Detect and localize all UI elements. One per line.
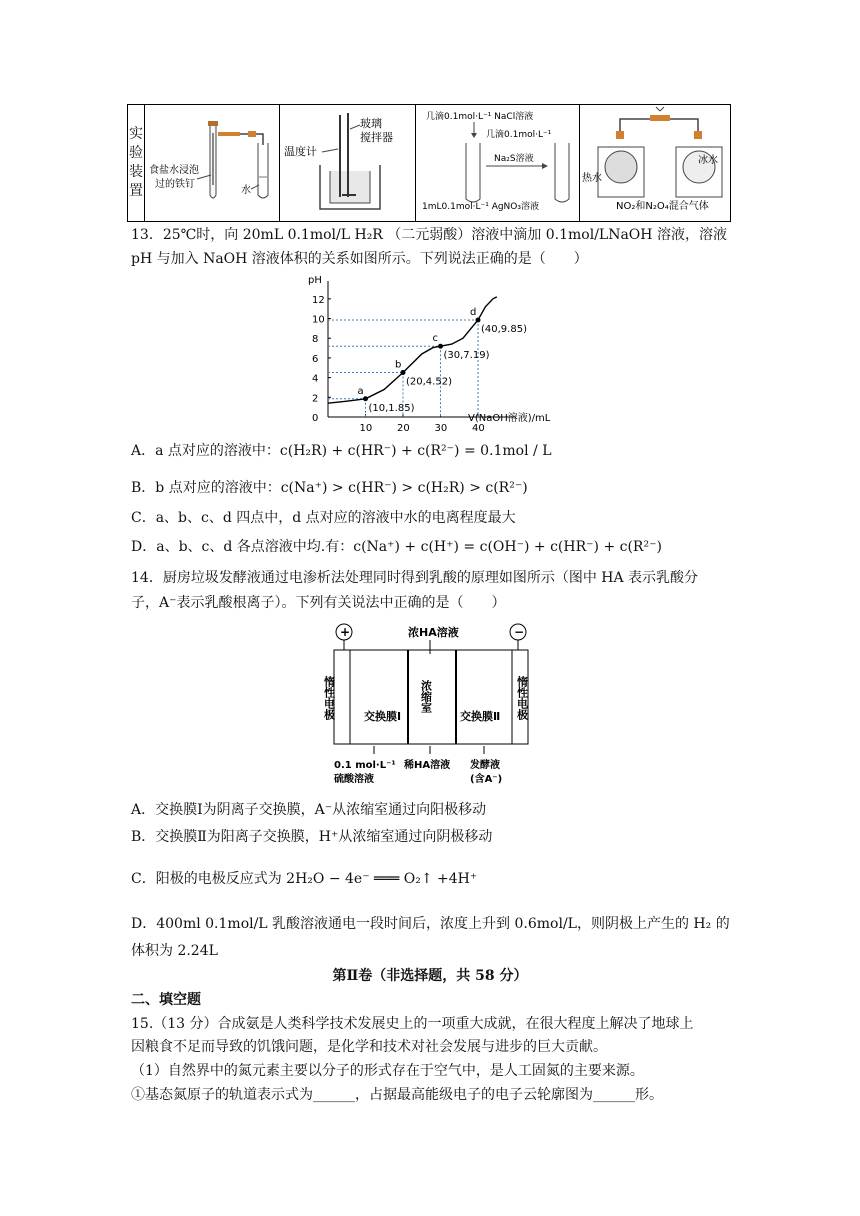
y-tick-label: 8 bbox=[312, 334, 319, 346]
iron-corrosion-figure bbox=[145, 105, 279, 217]
label-nacl: 几滴0.1mol·L⁻¹ NaCl溶液 bbox=[426, 112, 534, 122]
no2-equilibrium-figure bbox=[580, 105, 730, 217]
point-name-c: c bbox=[432, 333, 438, 345]
apparatus-iron-corrosion bbox=[145, 105, 280, 222]
q13-option-b: B．b 点对应的溶液中：c(Na⁺) > c(HR⁻) > c(H₂R) > c(R²⁻) bbox=[131, 480, 528, 496]
label-hot-water: 热水 bbox=[582, 173, 602, 184]
x-tick-label: 20 bbox=[397, 423, 410, 434]
y-tick-label: 0 bbox=[312, 413, 319, 424]
bottom-ferment-2: (含A⁻) bbox=[470, 774, 503, 785]
x-tick-label: 40 bbox=[472, 423, 485, 434]
label-na2s-2: Na₂S溶液 bbox=[494, 154, 534, 164]
q14-stem-line1: 14．厨房垃圾发酵液通过电渗析法处理同时得到乳酸的原理如图所示（图中 HA 表示乳酸分 bbox=[131, 570, 699, 586]
row-label-char: 实 bbox=[129, 126, 143, 142]
precipitation-figure bbox=[416, 105, 579, 217]
label-agno3: 1mL0.1mol·L⁻¹ AgNO₃溶液 bbox=[422, 202, 539, 212]
apparatus-calorimeter bbox=[280, 105, 416, 222]
row-label-char: 置 bbox=[129, 183, 143, 199]
point-label-a: (10,1.85) bbox=[368, 402, 415, 414]
point-name-b: b bbox=[395, 359, 402, 371]
label-glass-2: 搅拌器 bbox=[360, 131, 393, 144]
row-label-char: 验 bbox=[129, 145, 143, 161]
q15-sub1: （1）自然界中的氮元素主要以分子的形式存在于空气中，是人工固氮的主要来源。 bbox=[131, 1063, 644, 1079]
section-heading: 二、填空题 bbox=[131, 992, 201, 1008]
membrane-2-label: 交换膜Ⅱ bbox=[460, 710, 501, 723]
label-iron-2: 过的铁钉 bbox=[155, 179, 195, 190]
point-c bbox=[438, 344, 443, 349]
bottom-ferment-1: 发酵液 bbox=[470, 760, 500, 771]
q13-stem-line1: 13．25℃时，向 20mL 0.1mol/L H₂R （二元弱酸）溶液中滴加 0.1mol/LNaOH 溶液，溶液 bbox=[131, 227, 727, 243]
label-na2s-1: 几滴0.1mol·L⁻¹ bbox=[486, 130, 552, 140]
q14-option-d-line2: 体积为 2.24L bbox=[131, 943, 218, 959]
apparatus-table bbox=[127, 104, 731, 222]
label-iron-1: 食盐水浸泡 bbox=[149, 165, 199, 176]
point-label-c: (30,7.19) bbox=[443, 350, 490, 362]
label-glass-1: 玻璃 bbox=[360, 117, 382, 130]
ph-titration-chart bbox=[282, 275, 551, 434]
label-thermometer: 温度计 bbox=[284, 145, 317, 158]
q15-line1: 15.（13 分）合成氨是人类科学技术发展史上的一项重大成就，在很大程度上解决了地球上 bbox=[131, 1016, 694, 1032]
q14-option-c: C．阳极的电极反应式为 2H₂O − 4e⁻ ═══ O₂↑ +4H⁺ bbox=[131, 871, 478, 887]
y-tick-label: 10 bbox=[312, 314, 325, 326]
apparatus-precipitation bbox=[416, 105, 580, 222]
concentration-chamber-label: 浓缩室 bbox=[419, 680, 433, 713]
q14-option-d-line1: D．400ml 0.1mol/L 乳酸溶液通电一段时间后，浓度上升到 0.6mol/L，则阴极上产生的 H₂ 的 bbox=[131, 916, 730, 932]
q15-line2: 因粮食不足而导致的饥饿问题，是化学和技术对社会发展与进步的巨大贡献。 bbox=[131, 1039, 607, 1055]
point-name-d: d bbox=[470, 307, 477, 319]
y-axis-label: pH bbox=[308, 275, 322, 286]
y-tick-label: 4 bbox=[312, 373, 319, 385]
top-concentrated-ha: 浓HA溶液 bbox=[408, 626, 459, 639]
left-electrode-label: 惰性电极 bbox=[322, 676, 336, 720]
row-label-cell bbox=[128, 105, 145, 222]
q14-stem-line2: 子，A⁻表示乳酸根离子）。下列有关说法中正确的是（ ） bbox=[131, 595, 506, 611]
q14-option-b: B．交换膜Ⅱ为阳离子交换膜，H⁺从浓缩室通过向阴极移动 bbox=[131, 829, 493, 845]
row-label-char: 装 bbox=[129, 164, 143, 180]
anode-plus-sign: + bbox=[340, 625, 351, 639]
point-d bbox=[476, 318, 481, 323]
x-axis-label: V(NaOH溶液)/mL bbox=[468, 413, 551, 424]
point-name-a: a bbox=[357, 385, 364, 397]
x-tick-label: 30 bbox=[434, 423, 448, 434]
label-gas-mixture: NO₂和N₂O₄混合气体 bbox=[616, 201, 709, 212]
label-ice-water: 冰水 bbox=[698, 155, 718, 166]
y-tick-label: 12 bbox=[312, 294, 325, 306]
q13-option-c: C．a、b、c、d 四点中，d 点对应的溶液中水的电离程度最大 bbox=[131, 510, 516, 526]
cathode-minus-sign: − bbox=[514, 625, 525, 639]
right-electrode-label: 惰性电极 bbox=[515, 676, 529, 720]
electrodialysis-diagram bbox=[320, 620, 540, 790]
membrane-1-label: 交换膜Ⅰ bbox=[364, 710, 402, 723]
point-b bbox=[401, 370, 406, 375]
label-water: 水 bbox=[241, 185, 251, 196]
calorimeter-figure bbox=[280, 105, 415, 217]
point-a bbox=[363, 396, 368, 401]
point-label-d: (40,9.85) bbox=[481, 324, 527, 336]
apparatus-no2-equilibrium bbox=[580, 105, 731, 222]
y-tick-label: 6 bbox=[312, 353, 319, 365]
section-title: 第Ⅱ卷（非选择题，共 58 分） bbox=[332, 968, 528, 984]
q14-option-a: A．交换膜Ⅰ为阴离子交换膜，A⁻从浓缩室通过向阳极移动 bbox=[131, 802, 487, 818]
bottom-dilute-ha: 稀HA溶液 bbox=[404, 760, 451, 771]
q15-sub2: ①基态氮原子的轨道表示式为______，占据最高能级电子的电子云轮廓图为______形。 bbox=[131, 1087, 663, 1103]
x-tick-label: 10 bbox=[359, 423, 373, 434]
q13-option-a: A．a 点对应的溶液中：c(H₂R) + c(HR⁻) + c(R²⁻) = 0.1mol / L bbox=[131, 443, 552, 459]
bottom-sulfuric-2: 硫酸溶液 bbox=[334, 774, 374, 785]
y-tick-label: 2 bbox=[312, 393, 319, 405]
point-label-b: (20,4.52) bbox=[406, 376, 452, 388]
bottom-sulfuric-1: 0.1 mol·L⁻¹ bbox=[334, 760, 396, 771]
q13-option-d: D．a、b、c、d 各点溶液中均.有：c(Na⁺) + c(H⁺) = c(OH⁻) + c(HR⁻) + c(R²⁻) bbox=[131, 539, 662, 555]
q13-stem-line2: pH 与加入 NaOH 溶液体积的关系如图所示。下列说法正确的是（ ） bbox=[131, 251, 588, 267]
